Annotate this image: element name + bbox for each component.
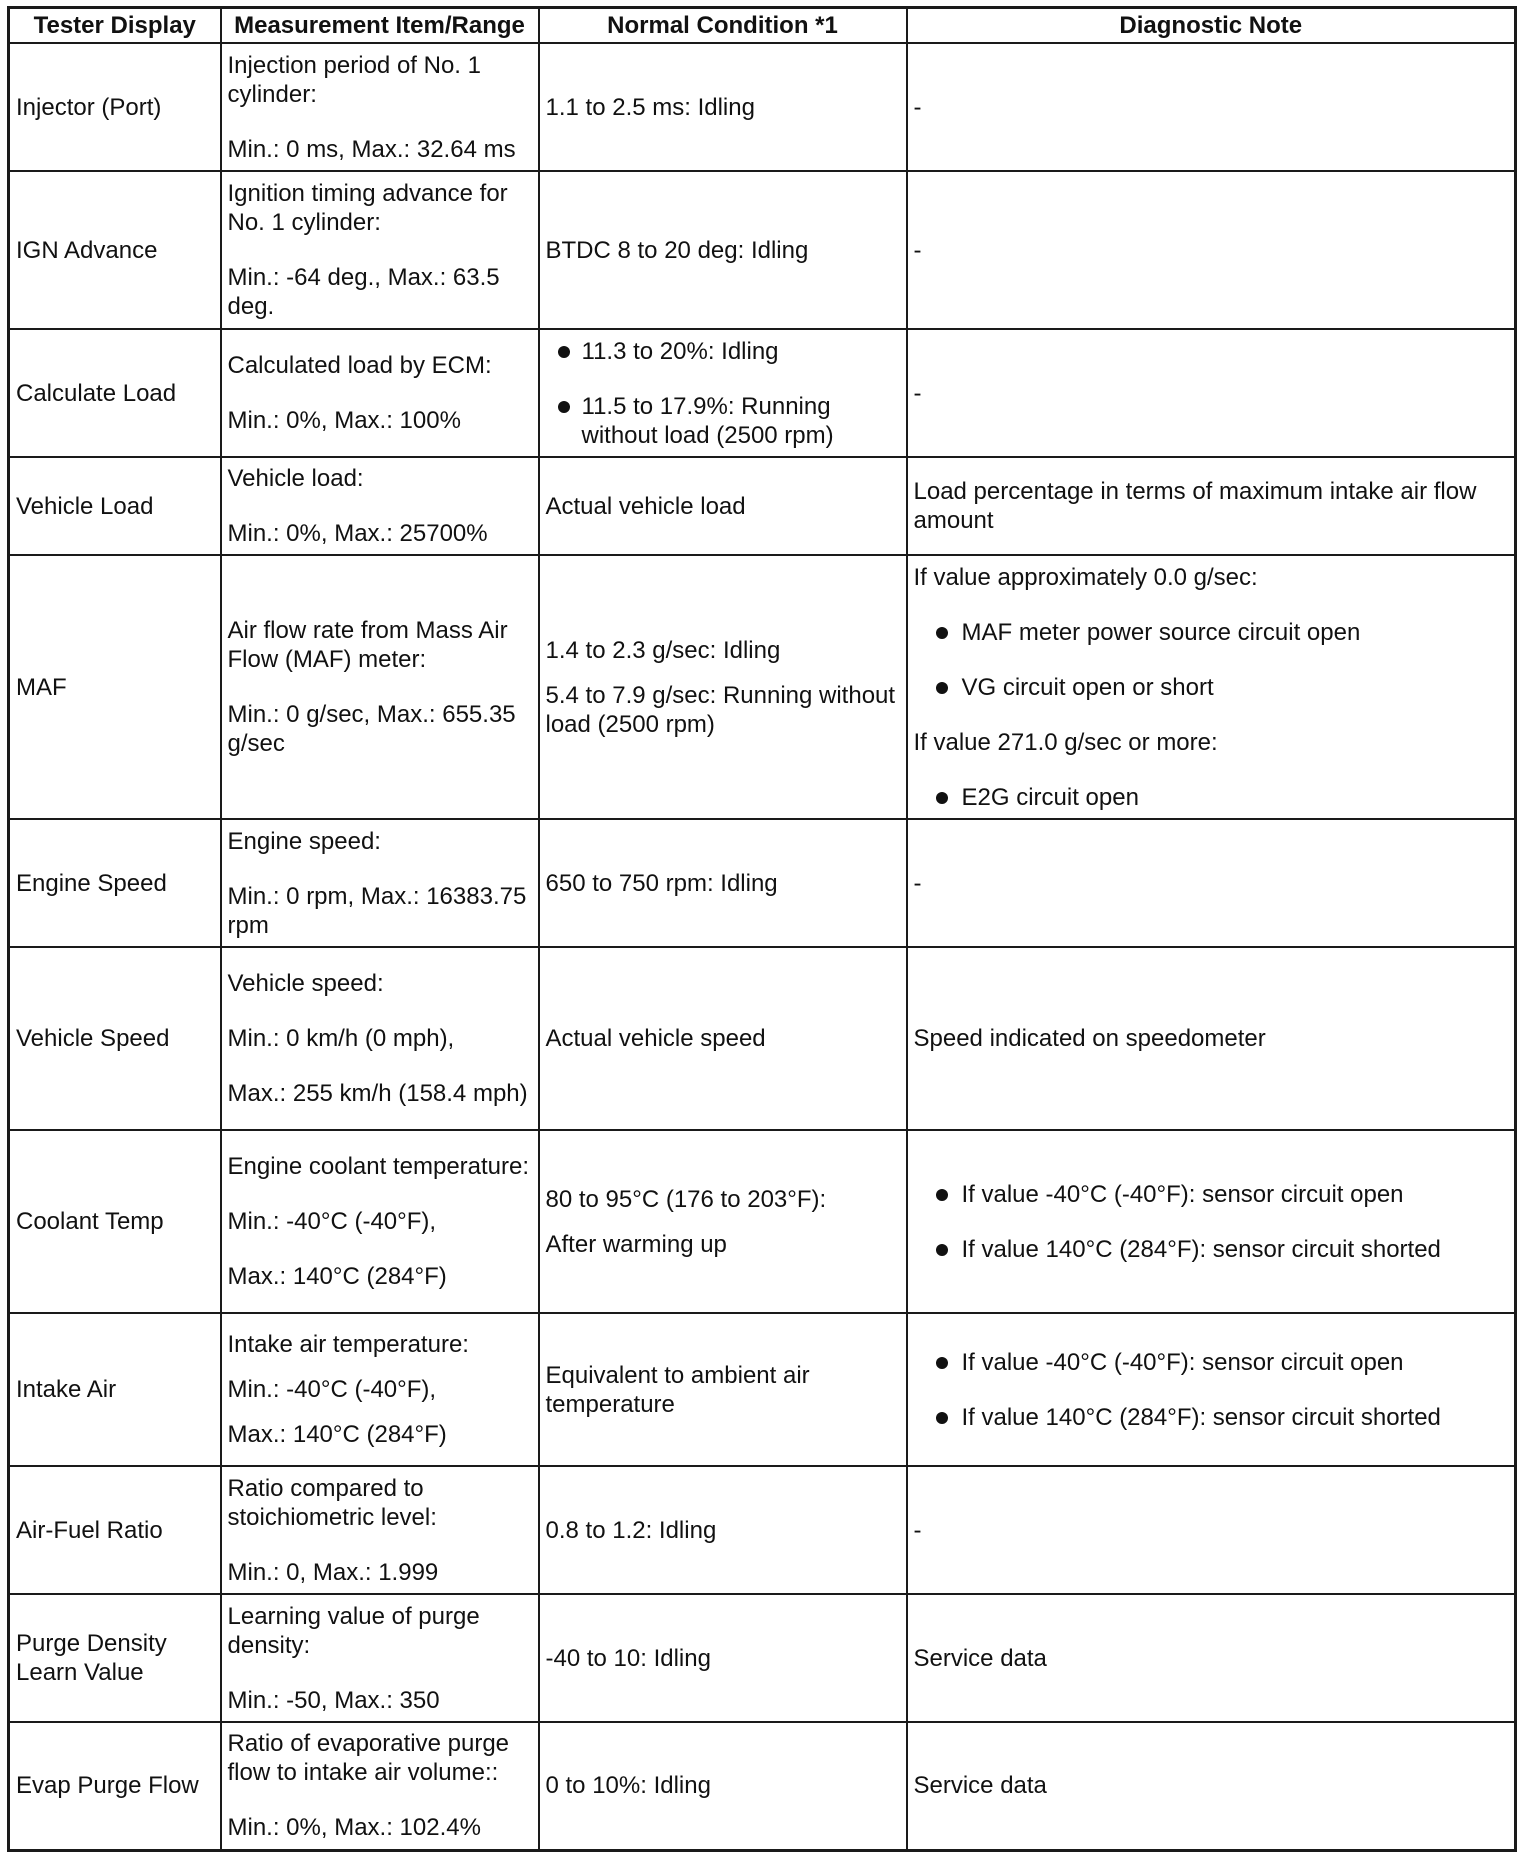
table-row	[9, 329, 1516, 457]
cell-normal	[539, 1313, 907, 1466]
normal-bullet: 11.3 to 20%: Idling	[546, 337, 900, 366]
note-bullet-list	[914, 783, 1509, 812]
table-row	[9, 947, 1516, 1130]
cell-display: Vehicle Load	[9, 457, 221, 555]
table-row	[9, 819, 1516, 947]
cell-display: Injector (Port)	[9, 43, 221, 171]
cell-note: -	[907, 1466, 1516, 1594]
note-bullet: If value -40°C (-40°F): sensor circuit open	[914, 1348, 1509, 1377]
measure-line: Engine speed:	[227, 827, 381, 855]
cell-measurement	[221, 171, 539, 329]
cell-normal	[539, 43, 907, 171]
header-tester-display: Tester Display	[9, 8, 221, 44]
measure-line: Max.: 140°C (284°F)	[227, 1263, 447, 1290]
data-list-sheet	[7, 6, 1514, 1852]
normal-line: 0.8 to 1.2: Idling	[545, 1516, 717, 1544]
table-row	[9, 1722, 1516, 1850]
measure-line: Max.: 255 km/h (158.4 mph)	[227, 1080, 528, 1107]
table-row	[9, 1466, 1516, 1594]
note-bullet: VG circuit open or short	[914, 673, 1509, 702]
measure-line: Min.: -40°C (-40°F),	[227, 1376, 437, 1403]
cell-note	[907, 555, 1516, 819]
cell-note: Service data	[907, 1594, 1516, 1722]
normal-line: BTDC 8 to 20 deg: Idling	[545, 236, 809, 264]
measure-line: Ignition timing advance for No. 1 cylinder:	[227, 180, 508, 236]
table-row	[9, 171, 1516, 329]
note-bullet-list	[914, 1180, 1509, 1264]
measure-line: Engine coolant temperature:	[227, 1153, 530, 1180]
cell-normal	[539, 1466, 907, 1594]
cell-measurement	[221, 1594, 539, 1722]
measure-line: Vehicle speed:	[227, 970, 384, 997]
cell-note	[907, 1130, 1516, 1313]
cell-measurement	[221, 329, 539, 457]
normal-line: -40 to 10: Idling	[545, 1644, 711, 1672]
measure-line: Min.: 0 km/h (0 mph),	[227, 1025, 455, 1052]
note-bullet: E2G circuit open	[914, 783, 1509, 812]
header-row	[9, 8, 1516, 44]
measure-line: Min.: 0%, Max.: 102.4%	[227, 1814, 481, 1842]
header-measurement: Measurement Item/Range	[221, 8, 539, 44]
measure-line: Min.: 0 ms, Max.: 32.64 ms	[227, 135, 516, 163]
cell-display: Air-Fuel Ratio	[9, 1466, 221, 1594]
cell-measurement	[221, 43, 539, 171]
cell-note	[907, 1313, 1516, 1466]
normal-line: 5.4 to 7.9 g/sec: Running without load (2500 rpm)	[545, 681, 896, 738]
cell-display: Calculate Load	[9, 329, 221, 457]
table-row	[9, 1594, 1516, 1722]
measure-line: Min.: -64 deg., Max.: 63.5 deg.	[227, 264, 500, 320]
cell-measurement	[221, 555, 539, 819]
note-intro: If value 271.0 g/sec or more:	[913, 728, 1218, 756]
cell-note: Speed indicated on speedometer	[907, 947, 1516, 1130]
normal-bullet: 11.5 to 17.9%: Running without load (2500 rpm)	[546, 392, 900, 450]
cell-note: -	[907, 329, 1516, 457]
measure-line: Ratio compared to stoichiometric level:	[227, 1474, 437, 1531]
note-bullet-list	[914, 1348, 1509, 1432]
cell-normal	[539, 1130, 907, 1313]
normal-line: After warming up	[545, 1230, 727, 1258]
normal-line: 0 to 10%: Idling	[545, 1772, 711, 1800]
table-row	[9, 1130, 1516, 1313]
cell-display: Intake Air	[9, 1313, 221, 1466]
cell-measurement	[221, 457, 539, 555]
cell-note: -	[907, 171, 1516, 329]
measure-line: Min.: -50, Max.: 350	[227, 1686, 440, 1714]
header-diagnostic-note: Diagnostic Note	[907, 8, 1516, 44]
cell-note: Service data	[907, 1722, 1516, 1850]
normal-line: Actual vehicle load	[545, 492, 746, 520]
cell-normal	[539, 1594, 907, 1722]
normal-line: 1.1 to 2.5 ms: Idling	[545, 93, 755, 121]
cell-display: MAF	[9, 555, 221, 819]
cell-normal	[539, 555, 907, 819]
cell-display: Engine Speed	[9, 819, 221, 947]
cell-measurement	[221, 1722, 539, 1850]
measure-line: Air flow rate from Mass Air Flow (MAF) meter:	[227, 617, 508, 673]
measure-line: Injection period of No. 1 cylinder:	[227, 51, 481, 108]
normal-line: Actual vehicle speed	[545, 1025, 766, 1052]
measure-line: Min.: -40°C (-40°F),	[227, 1208, 437, 1235]
normal-line: 650 to 750 rpm: Idling	[545, 869, 778, 897]
table-row	[9, 457, 1516, 555]
cell-normal	[539, 1722, 907, 1850]
measure-line: Min.: 0 g/sec, Max.: 655.35 g/sec	[227, 701, 516, 757]
cell-display: Coolant Temp	[9, 1130, 221, 1313]
measure-line: Vehicle load:	[227, 465, 364, 492]
cell-measurement	[221, 947, 539, 1130]
cell-note: -	[907, 43, 1516, 171]
measure-line: Min.: 0%, Max.: 25700%	[227, 520, 488, 547]
cell-normal	[539, 329, 907, 457]
cell-normal	[539, 819, 907, 947]
cell-measurement	[221, 1130, 539, 1313]
measure-line: Ratio of evaporative purge flow to intake air volume::	[227, 1730, 510, 1787]
table-row	[9, 1313, 1516, 1466]
normal-line: Equivalent to ambient air temperature	[545, 1361, 810, 1418]
note-bullet: If value -40°C (-40°F): sensor circuit open	[914, 1180, 1509, 1209]
note-bullet: If value 140°C (284°F): sensor circuit shorted	[914, 1235, 1509, 1264]
cell-note: Load percentage in terms of maximum intake air flow amount	[907, 457, 1516, 555]
measure-line: Calculated load by ECM:	[227, 352, 492, 379]
header-normal-condition: Normal Condition *1	[539, 8, 907, 44]
cell-normal	[539, 947, 907, 1130]
measure-line: Intake air temperature:	[227, 1331, 469, 1358]
cell-normal	[539, 171, 907, 329]
measure-line: Learning value of purge density:	[227, 1602, 480, 1659]
cell-normal	[539, 457, 907, 555]
measure-line: Min.: 0%, Max.: 100%	[227, 407, 461, 434]
table-row	[9, 555, 1516, 819]
note-intro: If value approximately 0.0 g/sec:	[913, 563, 1258, 591]
cell-display: IGN Advance	[9, 171, 221, 329]
normal-bullet-list	[546, 337, 900, 450]
note-bullet: If value 140°C (284°F): sensor circuit shorted	[914, 1403, 1509, 1432]
table-row	[9, 43, 1516, 171]
cell-measurement	[221, 1466, 539, 1594]
data-list-table	[7, 6, 1517, 1852]
cell-display: Evap Purge Flow	[9, 1722, 221, 1850]
normal-line: 1.4 to 2.3 g/sec: Idling	[545, 636, 781, 664]
note-bullet-list	[914, 618, 1509, 702]
cell-measurement	[221, 819, 539, 947]
measure-line: Min.: 0, Max.: 1.999	[227, 1558, 439, 1586]
cell-display: Purge Density Learn Value	[9, 1594, 221, 1722]
measure-line: Max.: 140°C (284°F)	[227, 1421, 447, 1448]
cell-measurement	[221, 1313, 539, 1466]
normal-line: 80 to 95°C (176 to 203°F):	[545, 1185, 827, 1213]
cell-note: -	[907, 819, 1516, 947]
cell-display: Vehicle Speed	[9, 947, 221, 1130]
measure-line: Min.: 0 rpm, Max.: 16383.75 rpm	[227, 882, 527, 939]
note-bullet: MAF meter power source circuit open	[914, 618, 1509, 647]
